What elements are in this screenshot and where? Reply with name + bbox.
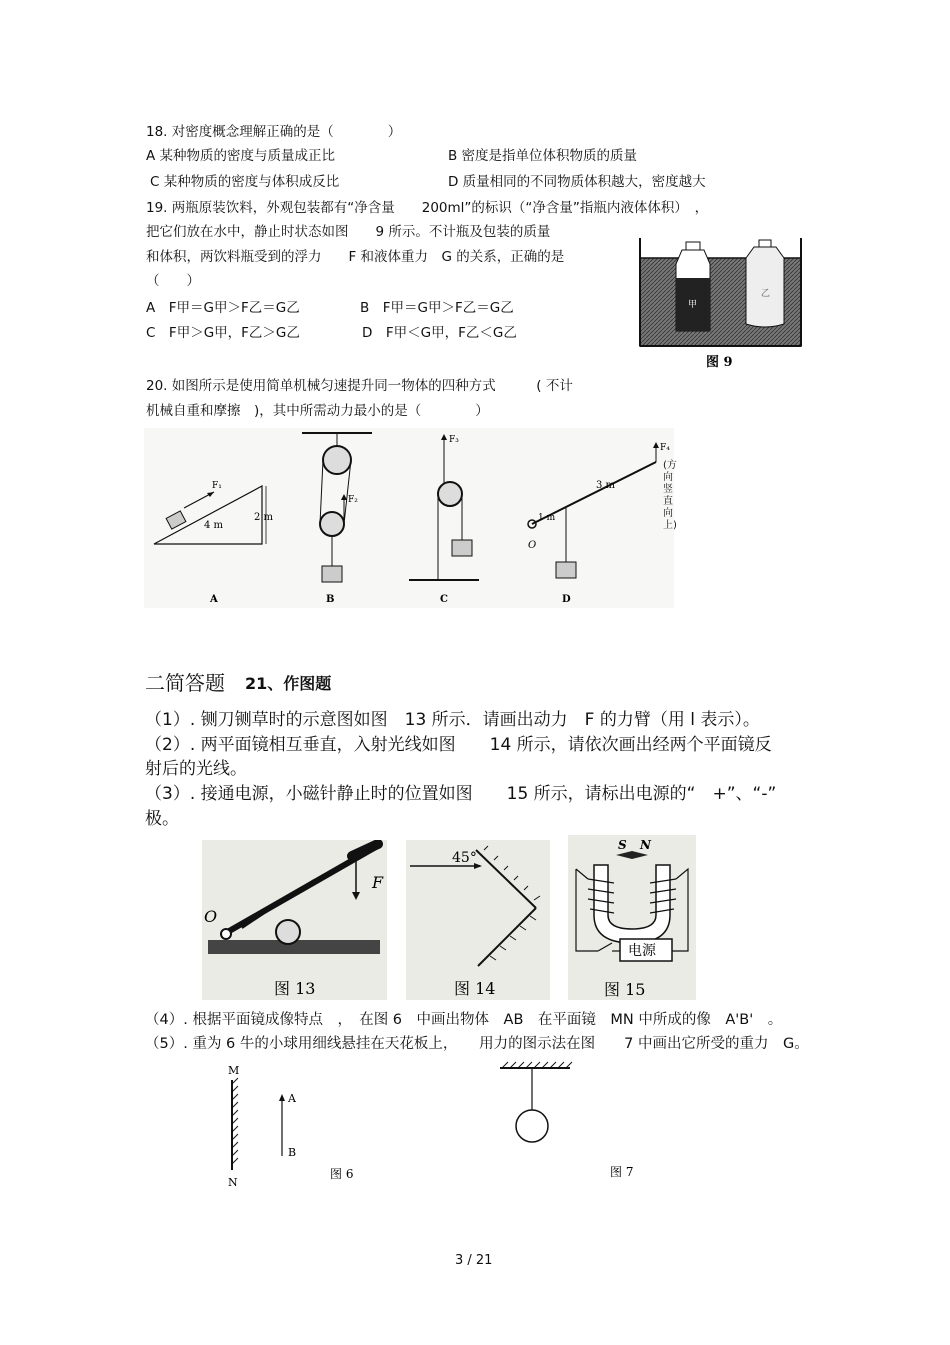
figure-15 — [568, 835, 696, 1000]
figure-15-n: N — [640, 838, 651, 852]
q19-option-a: A F甲＝G甲＞F乙＝G乙 — [146, 300, 300, 316]
figure-13 — [202, 840, 387, 1000]
q21-part2-line1: （2）. 两平面镜相互垂直，入射光线如图 14 所示，请依次画出经两个平面镜反 — [145, 735, 772, 755]
machine-b-pulley-block — [302, 433, 372, 605]
machine-d-len2: 3 m — [596, 480, 616, 491]
figure-6-n: N — [228, 1176, 238, 1189]
machine-d-label: D — [562, 594, 571, 605]
figure-7 — [490, 1060, 640, 1190]
section-subtitle: 21、作图题 — [245, 674, 332, 693]
figure-9-caption: 图 9 — [706, 355, 733, 370]
figure-6-a: A — [288, 1092, 296, 1105]
q18-stem: 18. 对密度概念理解正确的是（ ） — [146, 124, 402, 140]
bottle-yi-label: 乙 — [761, 289, 771, 299]
page-number: 3 / 21 — [455, 1253, 493, 1268]
q21-part4: （4）. 根据平面镜成像特点 ， 在图 6 中画出物体 AB 在平面镜 MN 中所成的像 A'B' 。 — [145, 1012, 783, 1028]
q21-part1: （1）. 铡刀铡草时的示意图如图 13 所示．请画出动力 F 的力臂（用 l 表示）。 — [145, 710, 760, 730]
bottle-jia-label: 甲 — [688, 300, 698, 310]
figure-14-angle: 45° — [452, 850, 477, 866]
figure-7-caption: 图 7 — [610, 1165, 634, 1179]
section-title: 二简答题 — [145, 671, 225, 695]
figure-9 — [638, 238, 804, 372]
figure-6-b: B — [288, 1146, 297, 1159]
q19-line2: 把它们放在水中，静止时状态如图 9 所示。不计瓶及包装的质量 — [146, 224, 551, 240]
machine-b-force: F₂ — [348, 495, 358, 505]
q21-part3-line2: 极。 — [145, 809, 179, 829]
machine-d-lever — [528, 442, 670, 605]
figure-14 — [406, 840, 550, 1000]
q19-option-c: C F甲＞G甲，F乙＞G乙 — [146, 325, 300, 341]
q18-option-b: B 密度是指单位体积物质的质量 — [448, 148, 638, 164]
q20-line2: 机械自重和摩擦 )，其中所需动力最小的是（ ） — [146, 403, 489, 419]
q18-option-a: A 某种物质的密度与质量成正比 — [146, 148, 336, 164]
machine-a-force: F₁ — [212, 481, 222, 491]
machine-a-label: A — [210, 594, 218, 605]
figure-13-caption: 图 13 — [274, 979, 316, 998]
machine-c-pulley — [409, 434, 479, 605]
figure-13-pivot: O — [204, 907, 218, 926]
figure-13-force: F — [372, 873, 384, 892]
q20-figure — [144, 428, 677, 608]
figure-15-power-source: 电源 — [628, 943, 656, 959]
q19-option-b: B F甲＝G甲＞F乙＝G乙 — [360, 300, 514, 316]
q19-line4: （ ） — [146, 273, 200, 289]
bottle-jia — [676, 242, 710, 331]
q18-option-d: D 质量相同的不同物质体积越大，密度越大 — [448, 174, 706, 190]
q21-part5: （5）. 重为 6 牛的小球用细线悬挂在天花板上， 用力的图示法在图 7 中画出它所受的重力 G。 — [145, 1036, 809, 1052]
q18-option-c: C 某种物质的密度与体积成反比 — [150, 174, 340, 190]
machine-c-force: F₃ — [449, 435, 459, 445]
q19-option-d: D F甲＜G甲，F乙＜G乙 — [362, 325, 517, 341]
machine-d-len1: 1 m — [538, 513, 556, 523]
machine-d-pivot: O — [528, 540, 537, 551]
figure-6-caption: 图 6 — [330, 1167, 354, 1181]
figure-6 — [218, 1060, 368, 1190]
q21-part2-line2: 射后的光线。 — [145, 759, 247, 779]
machine-b-label: B — [326, 594, 335, 605]
figure-15-caption: 图 15 — [604, 980, 646, 999]
machine-d-force: F₄ — [660, 443, 670, 453]
q19-line3: 和体积，两饮料瓶受到的浮力 F 和液体重力 G 的关系，正确的是 — [146, 249, 565, 265]
figure-14-caption: 图 14 — [454, 979, 496, 998]
machine-a-height: 2 m — [254, 512, 274, 523]
q20-line1: 20. 如图所示是使用简单机械匀速提升同一物体的四种方式 ( 不计 — [146, 378, 573, 394]
bottle-yi — [746, 240, 784, 327]
q21-part3-line1: （3）. 接通电源，小磁针静止时的位置如图 15 所示，请标出电源的“ +”、“-” — [145, 784, 777, 804]
figure-15-s: S — [618, 838, 627, 852]
machine-a-length: 4 m — [204, 520, 224, 531]
q19-line1: 19. 两瓶原装饮料，外观包装都有“净含量 200ml”的标识（“净含量”指瓶内液体体积） ， — [146, 200, 709, 216]
machine-d-note: (方向竖直向上) — [663, 460, 677, 531]
figure-6-m: M — [228, 1064, 240, 1077]
machine-a-incline — [154, 481, 274, 605]
machine-c-label: C — [440, 594, 448, 605]
